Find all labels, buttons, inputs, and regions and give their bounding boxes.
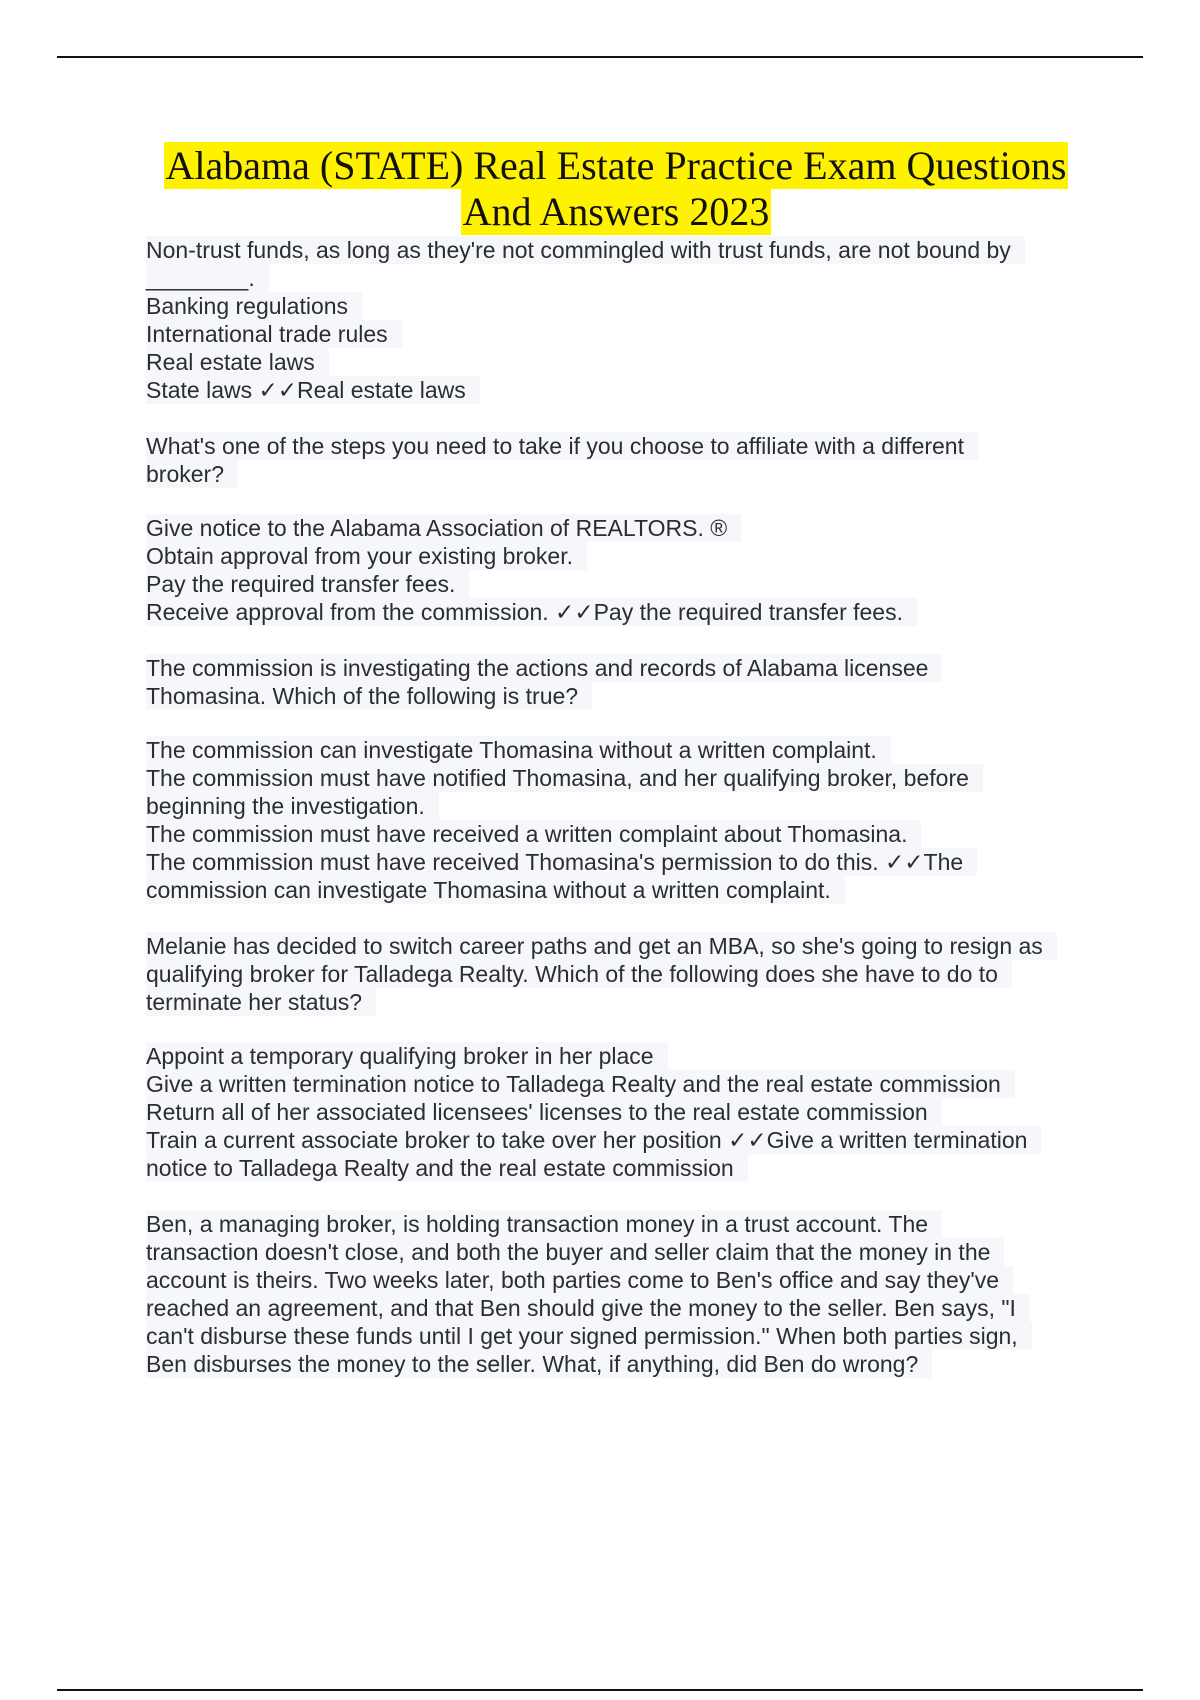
question-text: terminate her status? [146,988,376,1016]
answer-option: Return all of her associated licensees' licenses to the real estate commission [146,1098,942,1126]
answer-option-with-correct-answer: The commission must have received Thomasina's permission to do this. ✓✓The [146,848,977,876]
question-block-5 [146,1210,1096,1378]
answer-option-with-correct-answer: Receive approval from the commission. ✓✓Pay the required transfer fees. [146,598,917,626]
question-text: The commission is investigating the actions and records of Alabama licensee [146,654,942,682]
question-text: account is theirs. Two weeks later, both parties come to Ben's office and say they've [146,1266,1013,1294]
answer-option: Give notice to the Alabama Association of REALTORS. ® [146,514,741,542]
question-text: broker? [146,460,238,488]
question-text: Ben, a managing broker, is holding transaction money in a trust account. The [146,1210,942,1238]
question-text: What's one of the steps you need to take if you choose to affiliate with a different [146,432,978,460]
answer-option: International trade rules [146,320,402,348]
document-title [0,143,1200,235]
answer-option: Pay the required transfer fees. [146,570,469,598]
answer-option: The commission can investigate Thomasina without a written complaint. [146,736,891,764]
top-rule [57,56,1143,58]
question-text: reached an agreement, and that Ben should give the money to the seller. Ben says, "I [146,1294,1030,1322]
question-block-1 [146,236,1096,404]
question-text: can't disburse these funds until I get your signed permission." When both parties sign, [146,1322,1032,1350]
answer-option: Real estate laws [146,348,329,376]
question-block-3 [146,654,1096,904]
answer-option-with-correct-answer: notice to Talladega Realty and the real estate commission [146,1154,748,1182]
answer-option: The commission must have received a written complaint about Thomasina. [146,820,921,848]
answer-option: The commission must have notified Thomasina, and her qualifying broker, before [146,764,983,792]
title-line-1: Alabama (STATE) Real Estate Practice Exam Questions [165,143,1067,188]
answer-option-with-correct-answer: Train a current associate broker to take over her position ✓✓Give a written termination [146,1126,1041,1154]
answer-option-with-correct-answer: commission can investigate Thomasina without a written complaint. [146,876,845,904]
answer-option: beginning the investigation. [146,792,439,820]
document-body [146,236,1096,1378]
answer-option: Obtain approval from your existing broker. [146,542,587,570]
bottom-rule [57,1689,1143,1691]
answer-option: Banking regulations [146,292,362,320]
question-text: Melanie has decided to switch career paths and get an MBA, so she's going to resign as [146,932,1057,960]
answer-option-with-correct-answer: State laws ✓✓Real estate laws [146,376,480,404]
question-text: transaction doesn't close, and both the buyer and seller claim that the money in the [146,1238,1004,1266]
question-block-2 [146,432,1096,626]
question-block-4 [146,932,1096,1182]
question-text: ________. [146,264,269,292]
title-line-2: And Answers 2023 [462,189,770,234]
question-text: qualifying broker for Talladega Realty. Which of the following does she have to do to [146,960,1012,988]
answer-option: Appoint a temporary qualifying broker in her place [146,1042,668,1070]
question-text: Thomasina. Which of the following is true? [146,682,592,710]
question-text: Non-trust funds, as long as they're not commingled with trust funds, are not bound by [146,236,1025,264]
question-text: Ben disburses the money to the seller. What, if anything, did Ben do wrong? [146,1350,932,1378]
answer-option: Give a written termination notice to Talladega Realty and the real estate commission [146,1070,1015,1098]
